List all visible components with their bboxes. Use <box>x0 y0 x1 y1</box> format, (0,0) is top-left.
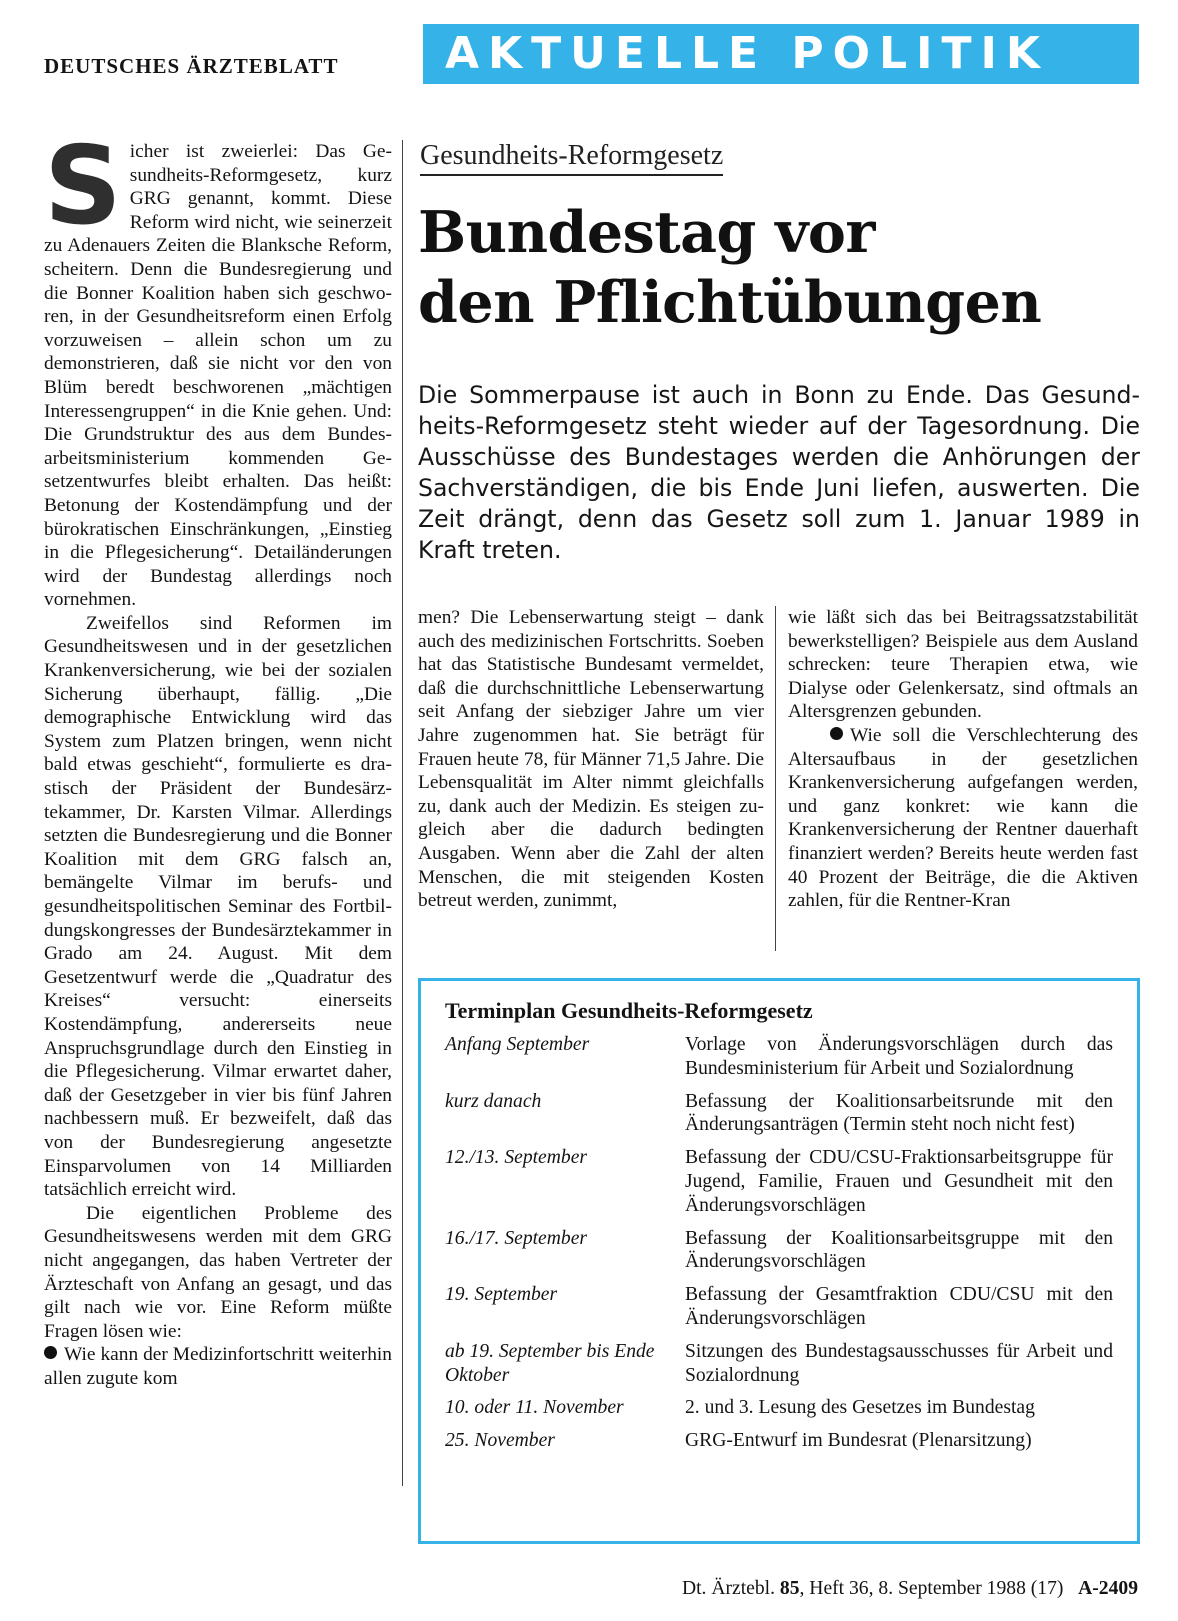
bullet-paragraph <box>788 724 1138 913</box>
bullet-text: Wie soll die Verschlechterung des Altersaufbaus in der gesetzlichen Krankenversicherung aufgefangen werden, und ganz konkret: wie kann die Krankenversicherung der Rentner dauerhaft finanziert werden? Bereits heute werden fast 40 Prozent der Beiträge, die die Aktiven zahlen, für die Rentner-Kran <box>788 724 1138 912</box>
paragraph: Zweifellos sind Reformen im Gesundheitswesen und in der gesetzlichen Krankenversicherung, wie bei der sozialen Sicherung überhaupt, fällig. „Die demographische Entwicklung wird das System zum Platzen bringen, wenn nicht bald etwas geschieht“, formulierte es drastisch der Präsident der Bundesärztekammer, Dr. Karsten Vilmar. Allerdings setzten die Bundesregierung und die Bonner Koalition mit dem GRG falsch an, bemängelte Vilmar im berufs- und gesundheitspolitischen Seminar des Fortbildungskongresses der Bundesärztekammer in Grado am 24. August. Mit dem Gesetzentwurf werde die „Quadratur des Kreises“ versucht: einerseits Kostendämpfung, andererseits neue Anspruchsgrundlage durch den Einstieg in die Pflegesicherung. Vilmar erwartet daher, daß der Gesetzgeber in vier bis fünf Jahren nachbessern muß. Er bezweifelt, daß das von der Bundesregierung angesetzte Einsparvolumen von 14 Milliarden tatsächlich erreicht wird. <box>44 612 392 1201</box>
schedule-date: kurz danach <box>445 1090 542 1112</box>
schedule-row <box>445 1090 1113 1138</box>
schedule-date: 25. November <box>445 1430 555 1452</box>
schedule-row <box>445 1396 1113 1420</box>
schedule-infobox <box>418 978 1140 1544</box>
paragraph: men? Die Lebenserwartung steigt – dank auch des medizinischen Fortschritts. Soeben hat das Statistische Bundesamt vermeldet, daß die durchschnittliche Lebenserwartung seit Anfang der siebziger Jahre um vier Jahre zugenommen hat. Sie beträgt für Frauen heute 78, für Männer 71,5 Jahre. Die Lebensqualität im Alter nimmt gleichfalls zu, dank auch der Medizin. Es steigen zugleich aber die dadurch bedingten Ausgaben. Wenn aber die Zahl der alten Menschen, die mit steigenden Kosten betreut werden, zunimmt, <box>418 607 764 912</box>
infobox-title: Terminplan Gesundheits-Reformgesetz <box>445 998 813 1023</box>
dropcap: S <box>44 124 122 249</box>
footer-issue-date: , Heft 36, 8. September 1988 (17) <box>799 1578 1064 1599</box>
schedule-date: 10. oder 11. November <box>445 1397 624 1419</box>
paragraph: Die eigentlichen Probleme des Gesundheitswesens werden mit dem GRG nicht angegangen, das haben Vertreter der Ärzteschaft von Anfang an gesagt, und das gilt nach wie vor. Eine Reform müßte Fragen lösen wie: <box>44 1202 392 1342</box>
article-column-1 <box>44 124 392 1390</box>
bullet-paragraph <box>44 1343 392 1390</box>
section-banner: AKTUELLE POLITIK <box>423 24 1139 84</box>
schedule-row <box>445 1033 1113 1081</box>
article-headline <box>418 198 1138 338</box>
schedule-text: 2. und 3. Lesung des Gesetzes im Bundestag <box>685 1397 1035 1419</box>
schedule-text: Befassung der Koalitionsarbeitsgruppe mit den Änderungsvorschlägen <box>685 1227 1113 1273</box>
masthead: DEUTSCHES ÄRZTEBLATT <box>44 54 339 78</box>
headline-line-2: den Pflichtübungen <box>418 269 1042 336</box>
schedule-text: GRG-Entwurf im Bundesrat (Plenarsitzung) <box>685 1430 1032 1452</box>
schedule-text: Vorlage von Änderungsvorschlägen durch das Bundesministerium für Arbeit und Sozialordnung <box>685 1034 1113 1079</box>
schedule-date: ab 19. September bis Ende Oktober <box>445 1340 655 1386</box>
bullet-icon <box>830 727 843 740</box>
article-column-3 <box>788 606 1138 913</box>
footer-journal: Dt. Ärztebl. <box>681 1578 775 1599</box>
schedule-text: Befassung der Koalitionsarbeitsrunde mit den Änderungsanträgen (Termin steht noch nicht fest) <box>685 1090 1113 1136</box>
schedule-date: Anfang September <box>445 1034 590 1055</box>
bullet-icon <box>44 1346 57 1359</box>
schedule-date: 16./17. September <box>445 1227 588 1249</box>
schedule-text: Befassung der CDU/CSU-Fraktionsarbeitsgruppe für Jugend, Familie, Frauen und Gesundheit mit den Änderungsvorschlägen <box>685 1147 1113 1216</box>
schedule-row <box>445 1283 1113 1331</box>
schedule-date: 12./13. September <box>445 1147 588 1169</box>
paragraph: wie läßt sich das bei Beitragssatzstabilität bewerkstelligen? Beispiele aus dem Ausland schrecken: teure Therapien etwa, wie Dialyse oder Gelenkersatz, sind oftmals an Altersgrenzen gebunden. <box>788 607 1138 723</box>
article-column-2 <box>418 606 764 913</box>
schedule-text: Sitzungen des Bundestagsausschusses für Arbeit und Sozialordnung <box>685 1340 1113 1386</box>
schedule-text: Befassung der Gesamtfraktion CDU/CSU mit den Änderungsvorschlägen <box>685 1284 1113 1329</box>
column-divider <box>402 140 403 1486</box>
column-divider <box>775 606 776 951</box>
schedule-date: 19. September <box>445 1284 558 1306</box>
schedule-row <box>445 1146 1113 1217</box>
schedule-row <box>445 1340 1113 1388</box>
bullet-text: Wie kann der Medizinfortschritt weiterhin allen zugute kom <box>44 1344 392 1389</box>
paragraph: icher ist zweierlei: Das Gesundheits-Reformgesetz, kurz GRG genannt, kommt. Diese Reform wird nicht, wie seinerzeit zu Adenauers Zeiten die Blanksche Reform, scheitern. Denn die Bundesregierung und die Bonner Koalition haben sich geschworen, in der Gesundheitsreform einen Erfolg vorzuweisen – allein schon um zu demonstrieren, daß sie nicht vor den von Blüm beredt beschworenen „mächtigen Interessengruppen“ in die Knie gehen. Und: Die Grundstruktur des aus dem Bundesarbeitsministerium kommenden Gesetzentwurfes bleibt erhalten. Das heißt: Betonung der Kostendämpfung und der bürokratischen Einschränkungen, „Einstieg in die Pflegesicherung“. Detailänderungen wird der Bundestag allerdings noch vornehmen. <box>44 141 392 611</box>
article-lead: Die Sommerpause ist auch in Bonn zu Ende. Das Gesundheits-Reformgesetz steht wieder auf der Tagesordnung. Die Ausschüsse des Bundestages werden die Anhörungen der Sachverständigen, die bis Ende Juni liefen, auswerten. Die Zeit drängt, denn das Gesetz soll zum 1. Januar 1989 in Kraft treten. <box>418 381 1140 564</box>
footer-volume: 85 <box>779 1578 800 1599</box>
headline-line-1: Bundestag vor <box>418 199 875 266</box>
schedule-row <box>445 1429 1113 1453</box>
page-footer <box>682 1578 1138 1600</box>
footer-page-number: A-2409 <box>1078 1578 1138 1599</box>
article-rubric: Gesundheits-Reformgesetz <box>420 140 723 176</box>
schedule-row <box>445 1227 1113 1275</box>
